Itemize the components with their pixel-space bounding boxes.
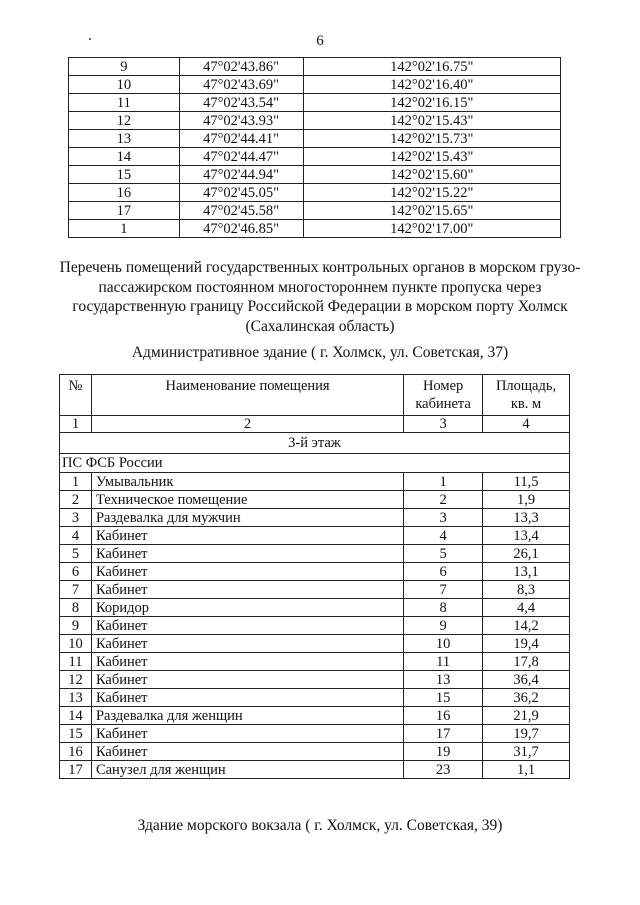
header-num: № xyxy=(60,375,92,416)
latitude: 47°02'44.94" xyxy=(179,166,303,184)
latitude: 47°02'43.86" xyxy=(179,58,303,76)
office-number: 9 xyxy=(404,617,483,635)
room-number: 4 xyxy=(60,527,92,545)
organization-label: ПС ФСБ России xyxy=(60,454,570,473)
coordinate-row xyxy=(69,166,561,184)
room-row xyxy=(60,581,570,599)
room-name: Кабинет xyxy=(91,617,403,635)
coordinate-row xyxy=(69,220,561,238)
coordinates-table xyxy=(68,57,561,238)
room-row xyxy=(60,527,570,545)
room-row xyxy=(60,491,570,509)
room-number: 17 xyxy=(60,761,92,779)
longitude: 142°02'17.00" xyxy=(303,220,560,238)
room-number: 2 xyxy=(60,491,92,509)
point-number: 16 xyxy=(69,184,180,202)
latitude: 47°02'45.58" xyxy=(179,202,303,220)
room-area: 26,1 xyxy=(483,545,570,563)
floor-row xyxy=(60,433,570,454)
room-name: Кабинет xyxy=(91,653,403,671)
header-office xyxy=(404,375,483,416)
room-number: 7 xyxy=(60,581,92,599)
room-name: Коридор xyxy=(91,599,403,617)
room-name: Раздевалка для мужчин xyxy=(91,509,403,527)
header-area xyxy=(483,375,570,416)
building-1-title: Административное здание ( г. Холмск, ул. Советская, 37) xyxy=(131,344,509,361)
room-row xyxy=(60,671,570,689)
scan-speck xyxy=(89,38,91,40)
header-office-line2: кабинета xyxy=(415,396,471,412)
room-name: Кабинет xyxy=(91,563,403,581)
rooms-header-row xyxy=(60,375,570,416)
room-area: 36,4 xyxy=(483,671,570,689)
room-name: Кабинет xyxy=(91,689,403,707)
longitude: 142°02'15.22" xyxy=(303,184,560,202)
organization-row xyxy=(60,454,570,473)
room-area: 14,2 xyxy=(483,617,570,635)
room-number: 8 xyxy=(60,599,92,617)
room-row xyxy=(60,473,570,491)
office-number: 16 xyxy=(404,707,483,725)
longitude: 142°02'15.43" xyxy=(303,112,560,130)
office-number: 2 xyxy=(404,491,483,509)
room-number: 14 xyxy=(60,707,92,725)
room-area: 36,2 xyxy=(483,689,570,707)
room-area: 13,4 xyxy=(483,527,570,545)
point-number: 9 xyxy=(69,58,180,76)
office-number: 7 xyxy=(404,581,483,599)
room-area: 19,4 xyxy=(483,635,570,653)
column-number-row xyxy=(60,416,570,433)
room-row xyxy=(60,563,570,581)
room-row xyxy=(60,545,570,563)
coordinate-row xyxy=(69,94,561,112)
room-area: 13,3 xyxy=(483,509,570,527)
point-number: 17 xyxy=(69,202,180,220)
room-area: 17,8 xyxy=(483,653,570,671)
rooms-table xyxy=(59,374,570,779)
room-row xyxy=(60,635,570,653)
floor-label: 3-й этаж xyxy=(60,433,570,454)
point-number: 1 xyxy=(69,220,180,238)
column-number: 2 xyxy=(91,416,403,433)
room-number: 16 xyxy=(60,743,92,761)
room-number: 15 xyxy=(60,725,92,743)
point-number: 15 xyxy=(69,166,180,184)
coordinate-row xyxy=(69,148,561,166)
longitude: 142°02'15.60" xyxy=(303,166,560,184)
office-number: 4 xyxy=(404,527,483,545)
latitude: 47°02'43.93" xyxy=(179,112,303,130)
office-number: 6 xyxy=(404,563,483,581)
office-number: 11 xyxy=(404,653,483,671)
header-area-line1: Площадь, xyxy=(495,378,557,394)
heading-line: государственную границу Российской Федерации в морском порту Холмск xyxy=(72,298,568,316)
coordinate-row xyxy=(69,130,561,148)
office-number: 19 xyxy=(404,743,483,761)
page-number: 6 xyxy=(316,33,324,49)
latitude: 47°02'43.69" xyxy=(179,76,303,94)
latitude: 47°02'44.41" xyxy=(179,130,303,148)
room-name: Кабинет xyxy=(91,725,403,743)
room-number: 11 xyxy=(60,653,92,671)
room-number: 5 xyxy=(60,545,92,563)
point-number: 12 xyxy=(69,112,180,130)
longitude: 142°02'16.75" xyxy=(303,58,560,76)
office-number: 17 xyxy=(404,725,483,743)
building-2-title: Здание морского вокзала ( г. Холмск, ул. Советская, 39) xyxy=(137,817,503,834)
room-number: 12 xyxy=(60,671,92,689)
office-number: 8 xyxy=(404,599,483,617)
longitude: 142°02'15.43" xyxy=(303,148,560,166)
latitude: 47°02'43.54" xyxy=(179,94,303,112)
column-number: 4 xyxy=(483,416,570,433)
room-number: 9 xyxy=(60,617,92,635)
room-row xyxy=(60,599,570,617)
coordinate-row xyxy=(69,76,561,94)
room-number: 6 xyxy=(60,563,92,581)
point-number: 13 xyxy=(69,130,180,148)
office-number: 1 xyxy=(404,473,483,491)
room-area: 8,3 xyxy=(483,581,570,599)
room-area: 4,4 xyxy=(483,599,570,617)
room-row xyxy=(60,743,570,761)
latitude: 47°02'46.85" xyxy=(179,220,303,238)
room-name: Кабинет xyxy=(91,743,403,761)
room-name: Кабинет xyxy=(91,581,403,599)
header-area-line2: кв. м xyxy=(510,396,542,412)
room-row xyxy=(60,725,570,743)
room-row xyxy=(60,689,570,707)
room-area: 11,5 xyxy=(483,473,570,491)
point-number: 14 xyxy=(69,148,180,166)
heading-line: (Сахалинская область) xyxy=(245,318,395,336)
office-number: 13 xyxy=(404,671,483,689)
longitude: 142°02'16.15" xyxy=(303,94,560,112)
room-number: 13 xyxy=(60,689,92,707)
room-row xyxy=(60,653,570,671)
point-number: 10 xyxy=(69,76,180,94)
coordinate-row xyxy=(69,202,561,220)
room-name: Кабинет xyxy=(91,671,403,689)
column-number: 1 xyxy=(60,416,92,433)
room-area: 13,1 xyxy=(483,563,570,581)
header-office-line1: Номер xyxy=(422,378,464,394)
room-name: Раздевалка для женщин xyxy=(91,707,403,725)
room-number: 3 xyxy=(60,509,92,527)
room-row xyxy=(60,761,570,779)
room-number: 1 xyxy=(60,473,92,491)
point-number: 11 xyxy=(69,94,180,112)
office-number: 10 xyxy=(404,635,483,653)
office-number: 3 xyxy=(404,509,483,527)
room-row xyxy=(60,617,570,635)
coordinate-row xyxy=(69,58,561,76)
room-name: Санузел для женщин xyxy=(91,761,403,779)
longitude: 142°02'15.65" xyxy=(303,202,560,220)
heading-line: Перечень помещений государственных контрольных органов в морском грузо- xyxy=(59,259,581,276)
heading-line: пассажирском постоянном многостороннем пункте пропуска через xyxy=(98,278,542,296)
coordinate-row xyxy=(69,112,561,130)
office-number: 23 xyxy=(404,761,483,779)
office-number: 15 xyxy=(404,689,483,707)
room-name: Техническое помещение xyxy=(91,491,403,509)
latitude: 47°02'44.47" xyxy=(179,148,303,166)
room-row xyxy=(60,707,570,725)
room-area: 1,9 xyxy=(483,491,570,509)
room-name: Кабинет xyxy=(91,635,403,653)
rooms-list-heading xyxy=(40,258,600,337)
room-area: 31,7 xyxy=(483,743,570,761)
column-number: 3 xyxy=(404,416,483,433)
room-area: 1,1 xyxy=(483,761,570,779)
header-name: Наименование помещения xyxy=(91,375,403,416)
longitude: 142°02'16.40" xyxy=(303,76,560,94)
room-number: 10 xyxy=(60,635,92,653)
room-area: 19,7 xyxy=(483,725,570,743)
room-name: Кабинет xyxy=(91,545,403,563)
room-name: Кабинет xyxy=(91,527,403,545)
office-number: 5 xyxy=(404,545,483,563)
room-name: Умывальник xyxy=(91,473,403,491)
room-row xyxy=(60,509,570,527)
longitude: 142°02'15.73" xyxy=(303,130,560,148)
coordinate-row xyxy=(69,184,561,202)
latitude: 47°02'45.05" xyxy=(179,184,303,202)
room-area: 21,9 xyxy=(483,707,570,725)
